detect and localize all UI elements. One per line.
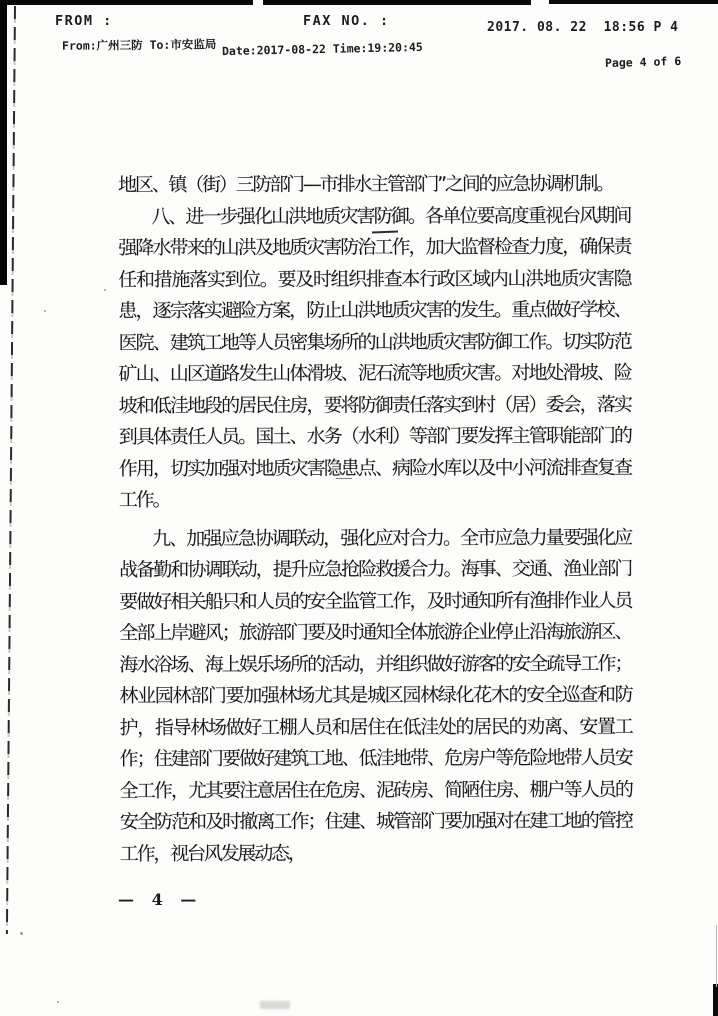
fax-page-indicator: Page 4 of 6 (604, 54, 682, 70)
paragraph-section-8: 八、进一步强化山洪地质灾害防御。各单位要高度重视台风期间强降水带来的山洪及地质灾害防治工作，加大监督检查力度，确保责任和措施落实到位。要及时组织排查本行政区域内山洪地质灾害隐患，逐宗落实避险方案，防止山洪地质灾害的发生。重点做好学校、医院、建筑工地等人员密集场所的山洪地质灾害防御工作。切实防范矿山、山区道路发生山体滑坡、泥石流等地质灾害。对地处滑坡、险坡和低洼地段的居民住房，要将防御责任落实到村（居）委会，落实到具体责任人员。国土、水务（水利）等部门要发挥主管职能部门的作用，切实加强对地质灾害隐患点、病险水库以及中小河流排查复查工作。 (118, 204, 631, 511)
scan-speck (44, 310, 46, 312)
scan-edge-top-bar-left (0, 0, 253, 5)
fax-from-label: FROM : (55, 13, 113, 29)
scan-speck (57, 1001, 59, 1003)
scan-edge-left-band (0, 0, 7, 285)
fax-timestamp: 2017. 08. 22 18:56 P 4 (487, 20, 679, 35)
scan-edge-top-bar-right (549, 0, 718, 4)
scan-edge-top-bar-middle (263, 0, 531, 5)
scan-speck (20, 932, 23, 935)
fax-number-label: FAX NO. : (303, 13, 390, 29)
scan-edge-right-mark (713, 984, 718, 1016)
fax-route-line: From:广州三防 To:市安监局 (61, 37, 217, 53)
scan-smudge (260, 1001, 290, 1009)
scan-crease-line (6, 6, 16, 934)
scan-speck (104, 289, 106, 291)
paragraph-continuation: 地区、镇（街）三防部门—市排水主管部门”之间的应急协调机制。 (118, 172, 613, 196)
scan-edge-right-hairline (716, 925, 717, 987)
paragraph-section-9: 九、加强应急协调联动，强化应对合力。全市应急力量要强化应战备勤和协调联动，提升应急抢险救援合力。海事、交通、渔业部门要做好相关船只和人员的安全监管工作，及时通知所有渔排作业人员全部上岸避风；旅游部门要及时通知全体旅游企业停止沿海旅游区、海水浴场、海上娱乐场所的活动，并组织做好游客的安全疏导工作；林业园林部门要加强林场尤其是城区园林绿化花木的安全巡查和防护，指导林场做好工棚人员和居住在低洼处的居民的劝离、安置工作；住建部门要做好建筑工地、低洼地带、危房户等危险地带人员安全工作，尤其要注意居住在危房、泥砖房、简陋住房、棚户等人员的安全防范和及时撤离工作；住建、城管部门要加强对在建工地的管控工作，视台风发展动态， (119, 526, 632, 865)
page-number: — 4 — (118, 890, 203, 909)
fax-datetime-line: Date:2017-08-22 Time:19:20:45 (221, 39, 423, 59)
document-body (118, 169, 632, 870)
